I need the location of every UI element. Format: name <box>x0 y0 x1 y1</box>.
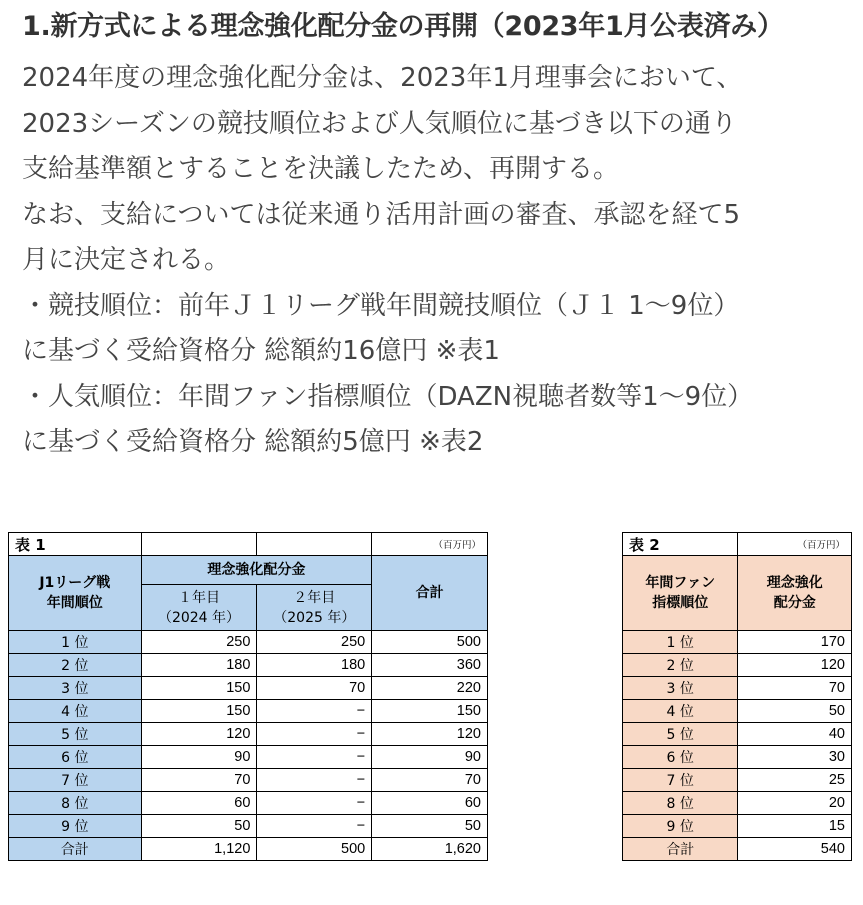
year1-cell: 150 <box>141 677 257 700</box>
rank-cell: 2 位 <box>9 654 142 677</box>
rank-cell: 7 位 <box>623 769 738 792</box>
table-row <box>623 792 852 815</box>
table-row <box>623 700 852 723</box>
amount-cell: 540 <box>738 838 852 861</box>
rank-cell: 5 位 <box>9 723 142 746</box>
rank-cell: 5 位 <box>623 723 738 746</box>
total-cell: 360 <box>372 654 488 677</box>
year1-cell: 90 <box>141 746 257 769</box>
year1-cell: 60 <box>141 792 257 815</box>
amount-cell: 25 <box>738 769 852 792</box>
table-row <box>9 700 488 723</box>
year2-cell: − <box>257 746 372 769</box>
table-1-rank-allocation <box>8 532 488 861</box>
header-total: 合計 <box>372 556 488 631</box>
table-row <box>9 654 488 677</box>
header-amount: 理念強化 配分金 <box>738 556 852 631</box>
table-row <box>623 815 852 838</box>
rank-cell: 合計 <box>623 838 738 861</box>
table-row <box>623 677 852 700</box>
header-year2: ２年目 （2025 年） <box>257 585 372 631</box>
table-row <box>9 792 488 815</box>
amount-cell: 40 <box>738 723 852 746</box>
section-heading: 1.新方式による理念強化配分金の再開（2023年1月公表済み） <box>22 11 784 42</box>
paragraph-line: ・人気順位：年間ファン指標順位（DAZN視聴者数等1〜9位） <box>22 381 754 412</box>
table-row <box>623 631 852 654</box>
table-row <box>623 769 852 792</box>
year2-cell: 70 <box>257 677 372 700</box>
rank-cell: 1 位 <box>623 631 738 654</box>
table-row <box>9 815 488 838</box>
rank-cell: 7 位 <box>9 769 142 792</box>
paragraph-line: 支給基準額とすることを決議したため、再開する。 <box>22 154 619 184</box>
amount-cell: 120 <box>738 654 852 677</box>
rank-cell: 8 位 <box>623 792 738 815</box>
year1-cell: 70 <box>141 769 257 792</box>
year1-cell: 150 <box>141 700 257 723</box>
table-row <box>623 746 852 769</box>
body-paragraph <box>22 56 852 466</box>
total-cell: 1,620 <box>372 838 488 861</box>
year2-cell: − <box>257 815 372 838</box>
paragraph-line: ・競技順位：前年Ｊ１リーグ戦年間競技順位（Ｊ１ 1〜9位） <box>22 290 740 321</box>
table-row <box>623 723 852 746</box>
rank-cell: 4 位 <box>623 700 738 723</box>
year2-cell: 250 <box>257 631 372 654</box>
rank-cell: 6 位 <box>9 746 142 769</box>
amount-cell: 20 <box>738 792 852 815</box>
year2-cell: 180 <box>257 654 372 677</box>
total-cell: 500 <box>372 631 488 654</box>
table-caption: 表 1 <box>9 533 142 556</box>
empty-cell <box>141 533 257 556</box>
year1-cell: 50 <box>141 815 257 838</box>
table-row <box>9 631 488 654</box>
table-row <box>9 677 488 700</box>
header-rank: J1リーグ戦 年間順位 <box>9 556 142 631</box>
table-caption: 表 2 <box>623 533 738 556</box>
table-row <box>623 654 852 677</box>
header-fan-rank: 年間ファン 指標順位 <box>623 556 738 631</box>
rank-cell: 3 位 <box>9 677 142 700</box>
unit-label: （百万円） <box>738 533 852 556</box>
year1-cell: 120 <box>141 723 257 746</box>
total-cell: 90 <box>372 746 488 769</box>
total-row <box>9 838 488 861</box>
table-row <box>9 723 488 746</box>
paragraph-line: 月に決定される。 <box>22 245 231 275</box>
rank-cell: 1 位 <box>9 631 142 654</box>
year1-cell: 250 <box>141 631 257 654</box>
empty-cell <box>257 533 372 556</box>
total-cell: 220 <box>372 677 488 700</box>
paragraph-line: なお、支給については従来通り活用計画の審査、承認を経て5 <box>22 199 741 230</box>
paragraph-line: 2024年度の理念強化配分金は、2023年1月理事会において、 <box>22 63 743 93</box>
paragraph-line: に基づく受給資格分 総額約5億円 ※表2 <box>22 427 484 457</box>
paragraph-line: に基づく受給資格分 総額約16億円 ※表1 <box>22 336 500 366</box>
rank-cell: 2 位 <box>623 654 738 677</box>
rank-cell: 8 位 <box>9 792 142 815</box>
total-cell: 60 <box>372 792 488 815</box>
year2-cell: − <box>257 723 372 746</box>
year1-cell: 180 <box>141 654 257 677</box>
rank-cell: 3 位 <box>623 677 738 700</box>
amount-cell: 170 <box>738 631 852 654</box>
amount-cell: 15 <box>738 815 852 838</box>
paragraph-line: 2023シーズンの競技順位および人気順位に基づき以下の通り <box>22 108 737 139</box>
table-row <box>9 769 488 792</box>
header-allocation-group: 理念強化配分金 <box>141 556 372 585</box>
total-cell: 120 <box>372 723 488 746</box>
year2-cell: 500 <box>257 838 372 861</box>
total-cell: 50 <box>372 815 488 838</box>
table-2-fan-allocation <box>622 532 852 861</box>
table-row <box>9 746 488 769</box>
total-cell: 70 <box>372 769 488 792</box>
header-year1: １年目 （2024 年） <box>141 585 257 631</box>
year1-cell: 1,120 <box>141 838 257 861</box>
year2-cell: − <box>257 769 372 792</box>
total-cell: 150 <box>372 700 488 723</box>
rank-cell: 9 位 <box>623 815 738 838</box>
rank-cell: 合計 <box>9 838 142 861</box>
rank-cell: 6 位 <box>623 746 738 769</box>
amount-cell: 50 <box>738 700 852 723</box>
unit-label: （百万円） <box>372 533 488 556</box>
rank-cell: 9 位 <box>9 815 142 838</box>
amount-cell: 30 <box>738 746 852 769</box>
year2-cell: − <box>257 792 372 815</box>
year2-cell: − <box>257 700 372 723</box>
total-row <box>623 838 852 861</box>
rank-cell: 4 位 <box>9 700 142 723</box>
amount-cell: 70 <box>738 677 852 700</box>
